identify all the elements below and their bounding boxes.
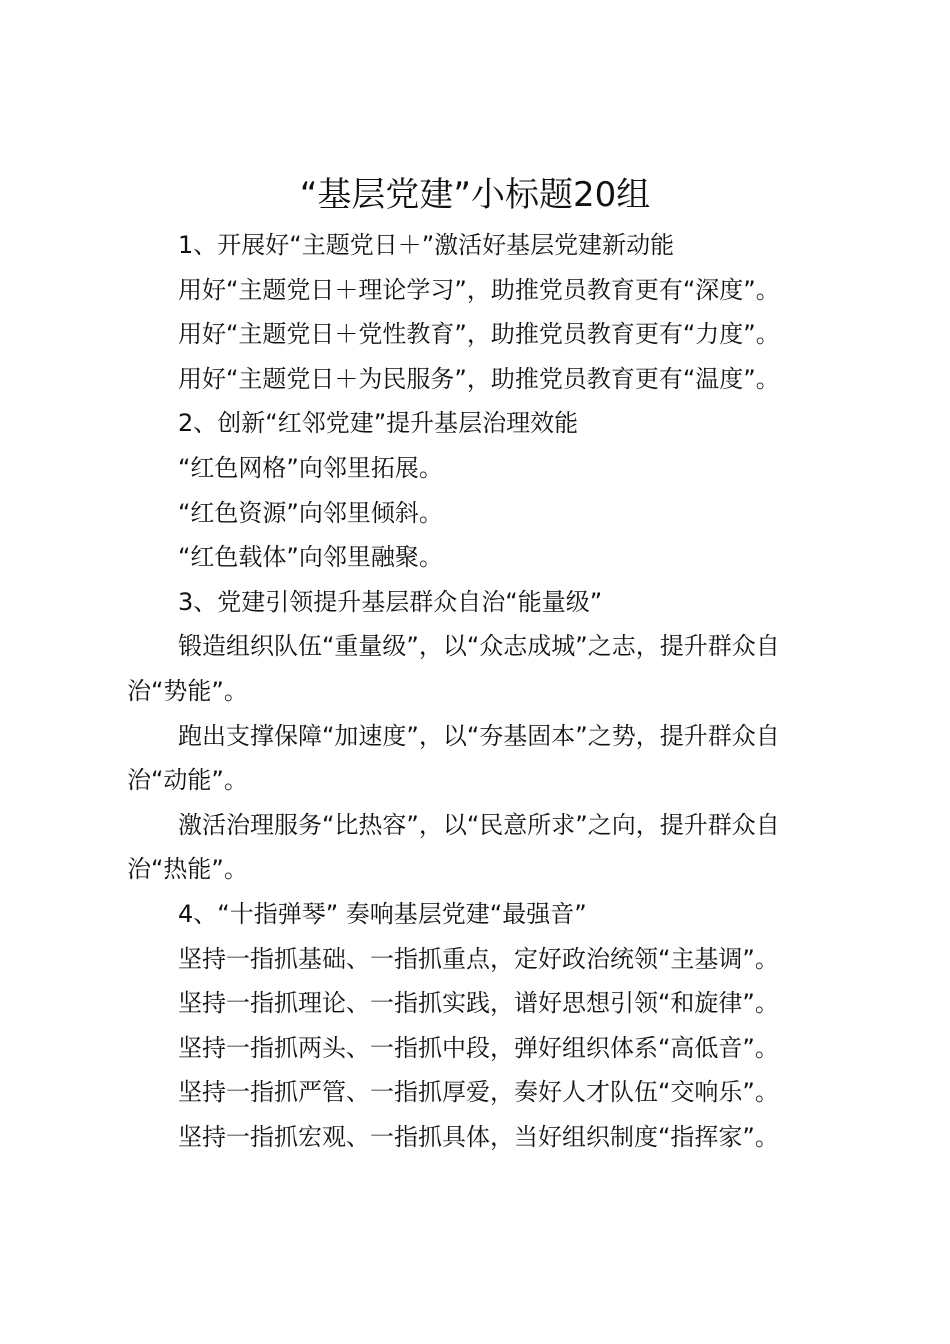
paragraph-line-continued: 治“势能”。 [127,676,248,705]
paragraph-line: 坚持一指抓宏观、一指抓具体，当好组织制度“指挥家”。 [178,1122,779,1151]
paragraph-line-continued: 治“热能”。 [127,855,248,884]
paragraph-line: 用好“主题党日＋理论学习”，助推党员教育更有“深度”。 [178,275,780,304]
section-heading: 4、“十指弹琴” 奏响基层党建“最强音” [178,899,587,928]
paragraph-line: 跑出支撑保障“加速度”，以“夯基固本”之势，提升群众自 [178,721,780,750]
paragraph-line: 用好“主题党日＋为民服务”，助推党员教育更有“温度”。 [178,364,780,393]
paragraph-line: 坚持一指抓基础、一指抓重点，定好政治统领“主基调”。 [178,944,779,973]
section-heading: 3、党建引领提升基层群众自治“能量级” [178,587,603,616]
document-body [127,223,827,1159]
paragraph-line: “红色载体”向邻里融聚。 [178,543,443,572]
document-title: “基层党建”小标题20组 [299,175,651,215]
paragraph-line: “红色网格”向邻里拓展。 [178,453,443,482]
paragraph-line: 坚持一指抓理论、一指抓实践，谱好思想引领“和旋律”。 [178,989,779,1018]
paragraph-line: 坚持一指抓严管、一指抓厚爱，奏好人才队伍“交响乐”。 [178,1078,779,1107]
paragraph-line: 用好“主题党日＋党性教育”，助推党员教育更有“力度”。 [178,320,780,349]
paragraph-line: “红色资源”向邻里倾斜。 [178,498,443,527]
paragraph-line: 坚持一指抓两头、一指抓中段，弹好组织体系“高低音”。 [178,1033,779,1062]
section-heading: 1、开展好“主题党日＋”激活好基层党建新动能 [178,231,675,259]
paragraph-line-continued: 治“动能”。 [127,766,248,795]
paragraph-line: 锻造组织队伍“重量级”，以“众志成城”之志，提升群众自 [178,632,780,661]
section-heading: 2、创新“红邻党建”提升基层治理效能 [178,409,579,438]
paragraph-line: 激活治理服务“比热容”，以“民意所求”之向，提升群众自 [178,810,780,839]
